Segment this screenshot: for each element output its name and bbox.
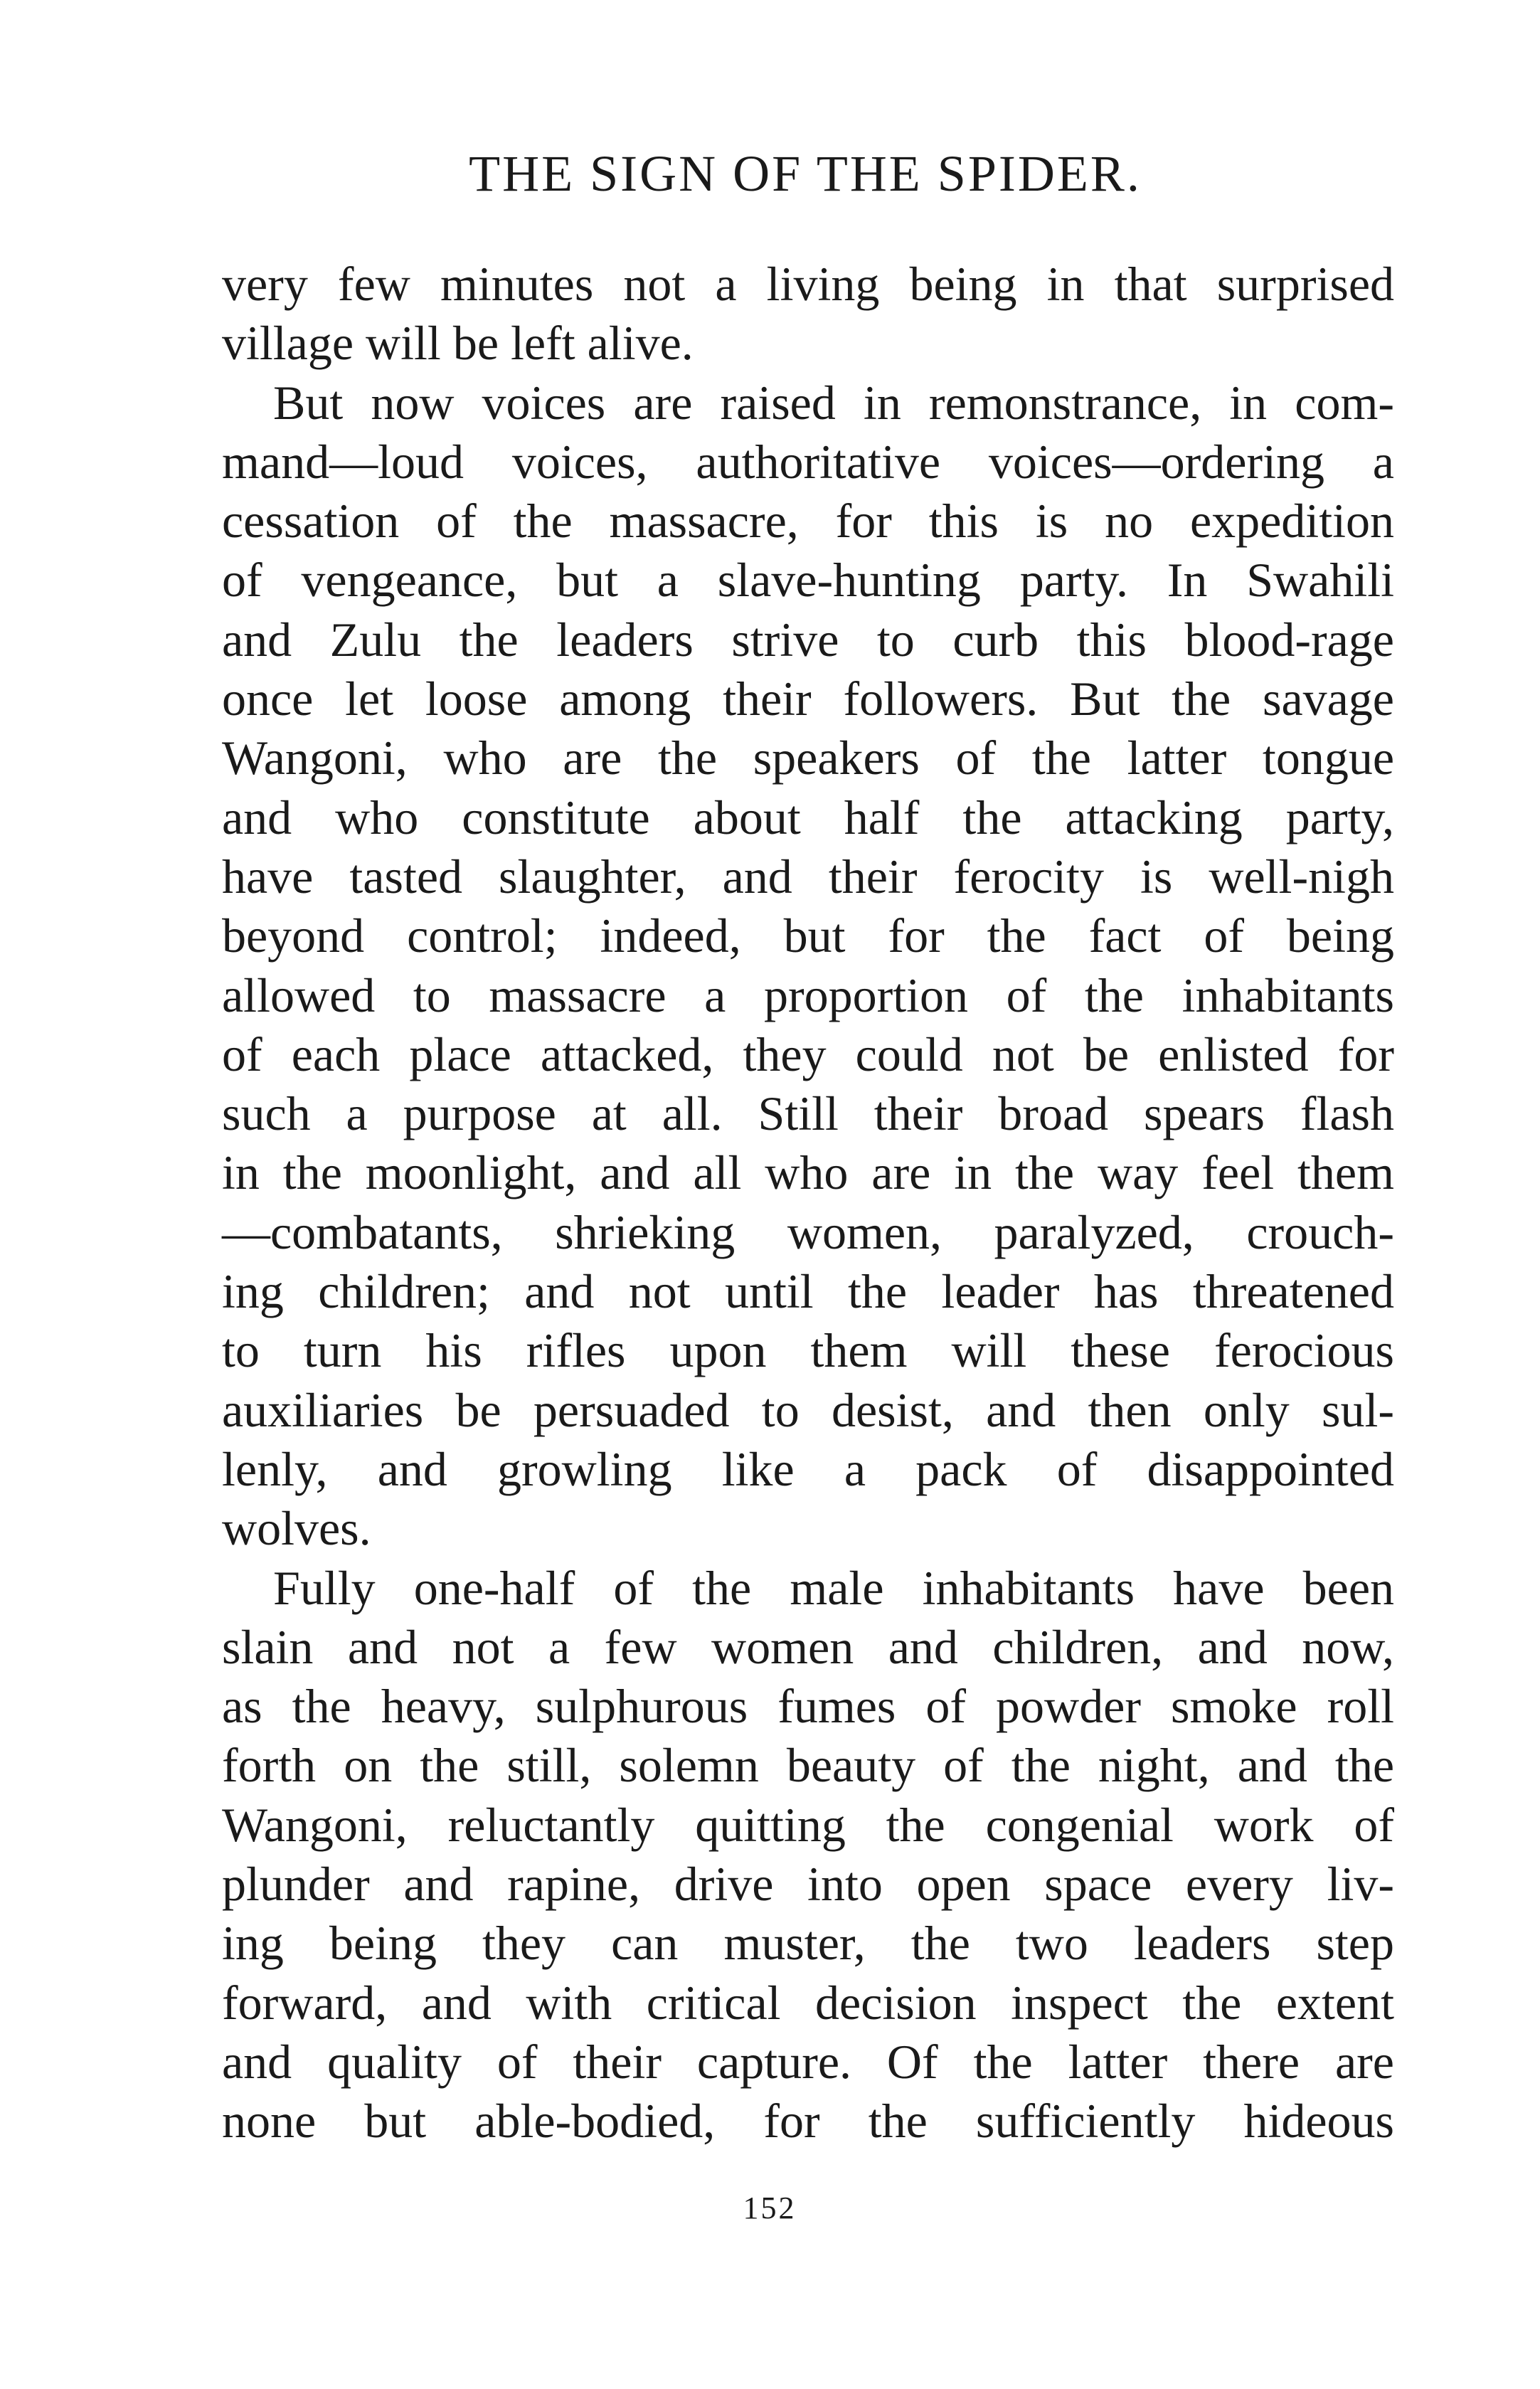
text-line: such a purpose at all. Still their broad spears flash (222, 1086, 1394, 1141)
text-line: —combatants, shrieking women, paralyzed, crouch- (222, 1204, 1394, 1259)
text-line: as the heavy, sulphurous fumes of powder smoke roll (222, 1679, 1394, 1734)
text-line: plunder and rapine, drive into open space every liv- (222, 1857, 1394, 1912)
text-line: and who constitute about half the attacking party, (222, 790, 1394, 844)
text-line: to turn his rifles upon them will these ferocious (222, 1323, 1394, 1378)
text-line: ing being they can muster, the two leaders step (222, 1916, 1394, 1971)
text-line: of vengeance, but a slave-hunting party. In Swahili (222, 553, 1394, 608)
text-line: auxiliaries be persuaded to desist, and then only sul- (222, 1382, 1394, 1437)
text-line: forth on the still, solemn beauty of the night, and the (222, 1738, 1394, 1793)
text-line: lenly, and growling like a pack of disappointed (222, 1441, 1394, 1496)
text-line: in the moonlight, and all who are in the way feel them (222, 1145, 1394, 1200)
running-head: THE SIGN OF THE SPIDER. (469, 145, 1142, 202)
text-line: none but able-bodied, for the sufficiently hideous (222, 2094, 1394, 2149)
text-line: Wangoni, who are the speakers of the latter tongue (222, 731, 1394, 785)
text-line: and quality of their capture. Of the latter there are (222, 2034, 1394, 2089)
text-line: once let loose among their followers. But the savage (222, 672, 1394, 726)
text-line: But now voices are raised in remonstrance, in com- (273, 375, 1394, 430)
text-line: allowed to massacre a proportion of the inhabitants (222, 968, 1394, 1022)
text-line: and Zulu the leaders strive to curb this blood-rage (222, 612, 1394, 667)
text-line: Wangoni, reluctantly quitting the congenial work of (222, 1797, 1394, 1852)
page-number: 152 (743, 2191, 797, 2225)
body-text (222, 255, 1394, 2151)
text-line: of each place attacked, they could not be enlisted for (222, 1027, 1394, 1081)
text-line: forward, and with critical decision inspect the extent (222, 1975, 1394, 2030)
text-line: slain and not a few women and children, and now, (222, 1619, 1394, 1674)
text-line: beyond control; indeed, but for the fact of being (222, 909, 1394, 963)
text-line: cessation of the massacre, for this is no expedition (222, 494, 1394, 549)
text-line: very few minutes not a living being in that surprised (222, 257, 1394, 311)
text-line: wolves. (222, 1501, 371, 1556)
text-line: Fully one-half of the male inhabitants have been (273, 1560, 1394, 1615)
text-line: village will be left alive. (222, 316, 694, 371)
text-line: have tasted slaughter, and their ferocity is well-nigh (222, 849, 1394, 904)
text-line: ing children; and not until the leader has threatened (222, 1264, 1394, 1319)
text-line: mand—loud voices, authoritative voices—ordering a (222, 434, 1394, 489)
